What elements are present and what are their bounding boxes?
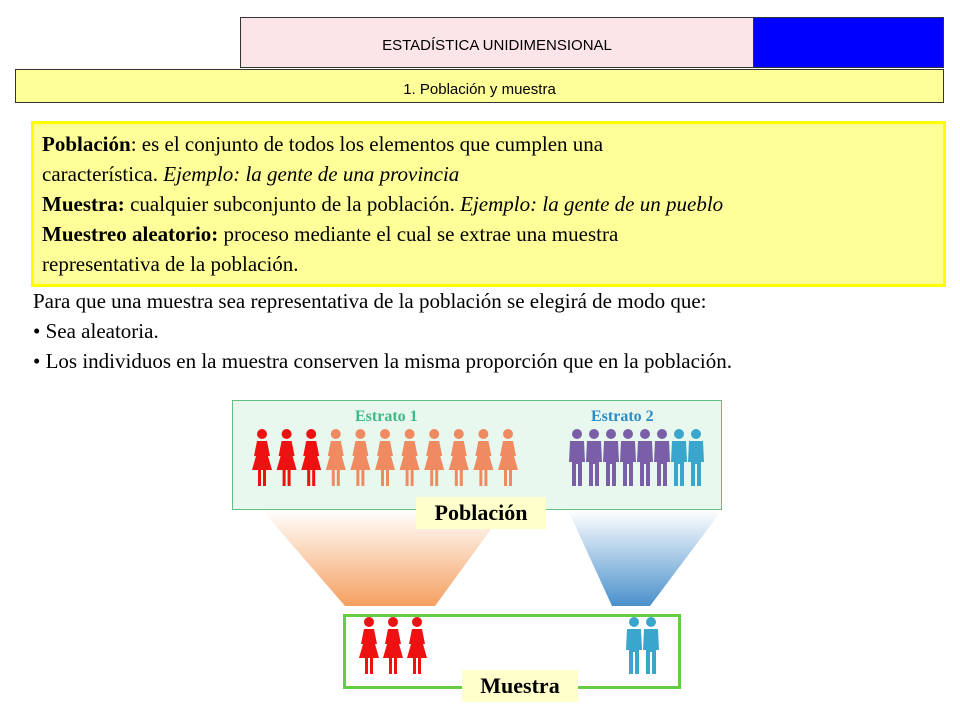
female-person-icon: [252, 429, 272, 486]
text-poblacion: : es el conjunto de todos los elementos que cumplen una: [130, 132, 604, 156]
male-person-icon: [643, 617, 659, 674]
bullet-aleatoria: • Sea aleatoria.: [33, 319, 159, 343]
male-person-icon: [688, 429, 704, 486]
female-person-icon: [498, 429, 518, 486]
funnel-estrato-2: [568, 510, 722, 606]
female-person-icon: [449, 429, 469, 486]
text-muestreo-2: representativa de la población.: [42, 252, 299, 276]
population-label: Población: [416, 497, 546, 529]
female-person-icon: [400, 429, 420, 486]
estrato-1-label: Estrato 1: [355, 408, 418, 425]
male-person-icon: [654, 429, 670, 486]
female-person-icon: [350, 429, 370, 486]
term-muestra: Muestra:: [42, 192, 125, 216]
male-person-icon: [586, 429, 602, 486]
paragraph-intro: Para que una muestra sea representativa de la población se elegirá de modo que:: [33, 289, 707, 313]
slide-title: ESTADÍSTICA UNIDIMENSIONAL: [382, 37, 612, 54]
female-person-icon: [277, 429, 297, 486]
female-person-icon: [383, 617, 403, 674]
female-person-icon: [359, 617, 379, 674]
male-person-icon: [626, 617, 642, 674]
female-person-icon: [301, 429, 321, 486]
male-person-icon: [569, 429, 585, 486]
female-person-icon: [473, 429, 493, 486]
male-person-icon: [620, 429, 636, 486]
example-muestra: Ejemplo: la gente de un pueblo: [460, 192, 724, 216]
male-person-icon: [671, 429, 687, 486]
estrato-2-label: Estrato 2: [591, 408, 654, 425]
female-person-icon: [424, 429, 444, 486]
female-person-icon: [375, 429, 395, 486]
male-person-icon: [637, 429, 653, 486]
text-muestreo: proceso mediante el cual se extrae una muestra: [218, 222, 619, 246]
text-muestra: cualquier subconjunto de la población.: [124, 192, 461, 216]
example-poblacion: Ejemplo: la gente de una provincia: [163, 162, 460, 186]
female-person-icon: [407, 617, 427, 674]
male-person-icon: [603, 429, 619, 486]
term-poblacion: Población: [42, 132, 131, 156]
sample-label: Muestra: [462, 670, 578, 702]
text-poblacion-2: característica.: [42, 162, 164, 186]
population-people: [232, 428, 722, 498]
bullet-proporcion: • Los individuos en la muestra conserven la misma proporción que en la población.: [33, 349, 733, 373]
slide-subtitle: 1. Población y muestra: [403, 81, 556, 98]
term-muestreo: Muestreo aleatorio:: [42, 222, 219, 246]
female-person-icon: [326, 429, 346, 486]
